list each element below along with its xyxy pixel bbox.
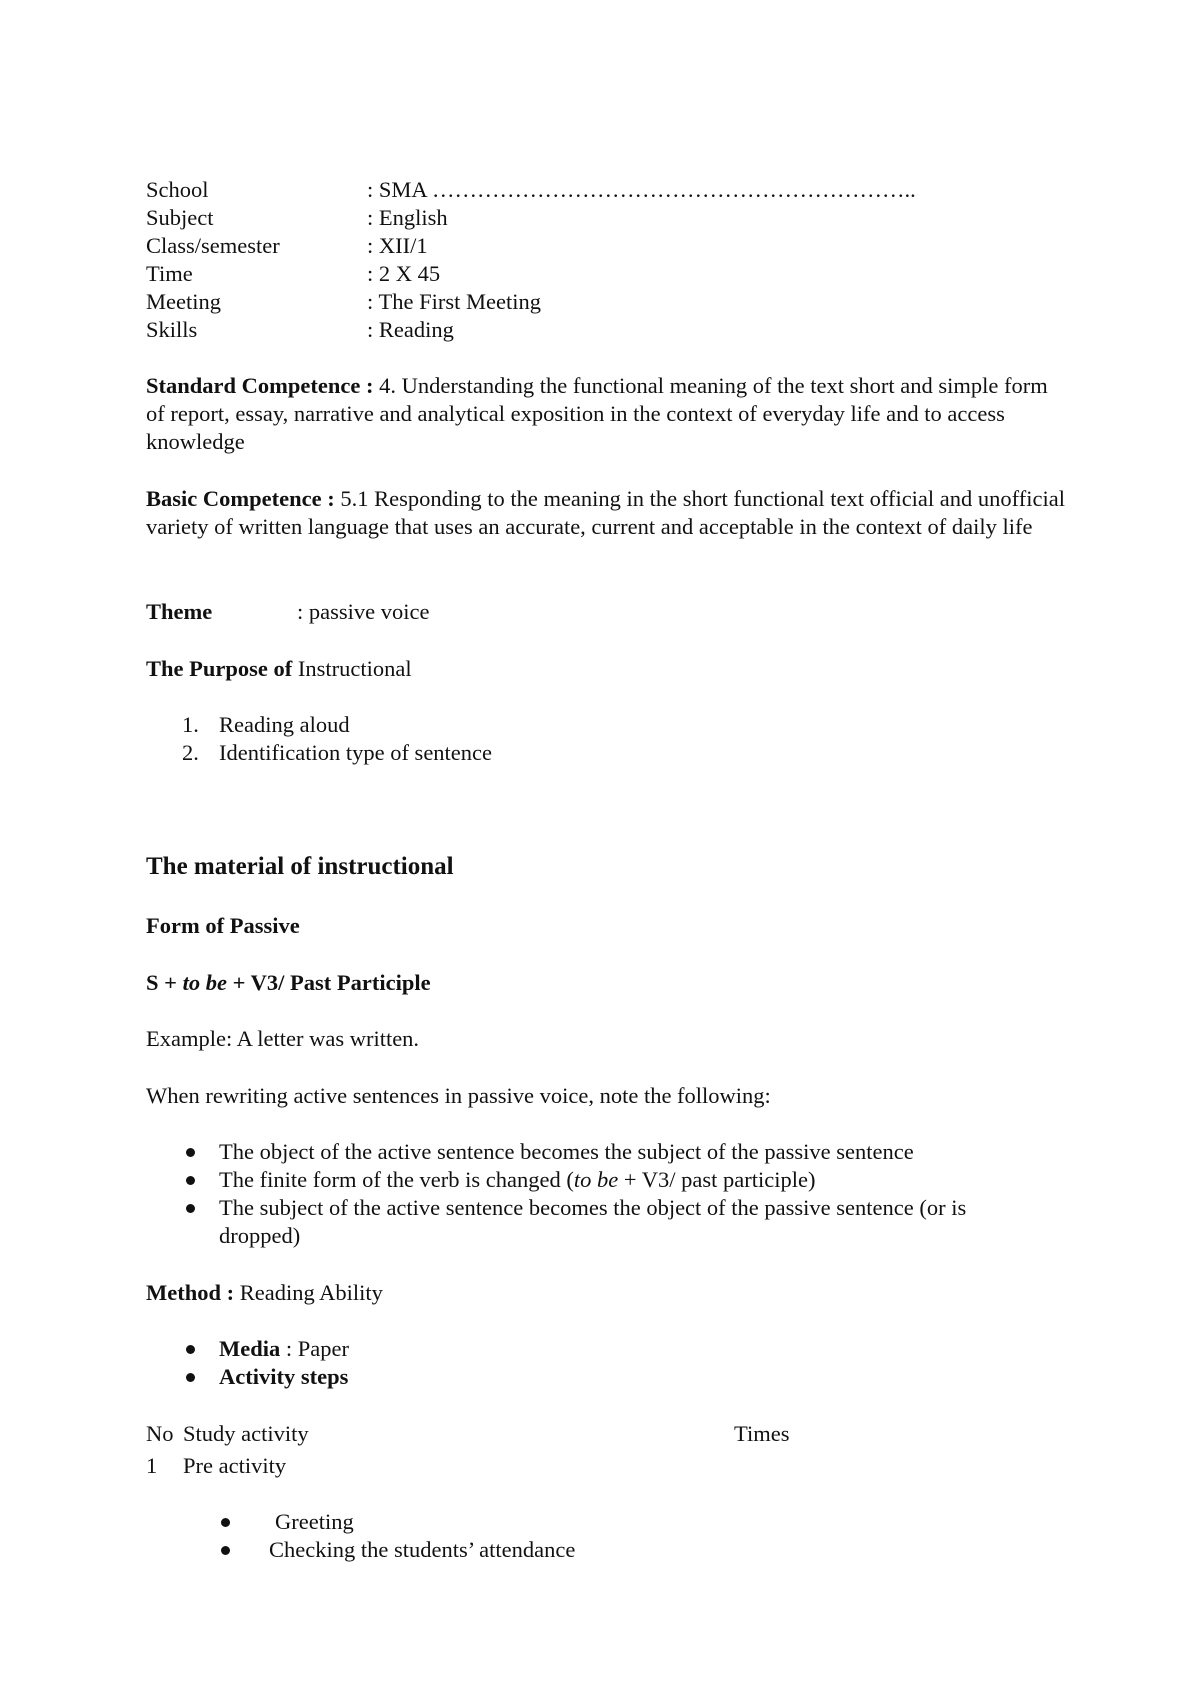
method-line xyxy=(146,1279,383,1307)
passive-rule-3-line1: The subject of the active sentence becomes the object of the passive sentence (or is xyxy=(219,1195,967,1220)
bullet-icon xyxy=(221,1518,230,1527)
class-label: Class/semester xyxy=(146,233,280,258)
pre-activity-item: Greeting xyxy=(275,1509,354,1534)
formula-part-a: S + xyxy=(146,970,183,995)
passive-rule-2-italic: to be xyxy=(573,1167,619,1192)
example-text: Example: A letter was written. xyxy=(146,1026,420,1051)
col-no-header: No xyxy=(146,1421,174,1446)
media-label: Media xyxy=(219,1336,281,1361)
bullet-icon xyxy=(186,1204,195,1213)
basic-competence-text: 5.1 Responding to the meaning in the short functional text official and unofficial variety of written language that uses an accurate, current and acceptable in the context of daily life xyxy=(146,486,1065,539)
class-value: : XII/1 xyxy=(367,233,428,258)
method-value: Reading Ability xyxy=(239,1280,383,1305)
passive-rule-2-pre: The finite form of the verb is changed ( xyxy=(219,1167,574,1192)
skills-value: : Reading xyxy=(367,317,454,342)
purpose-item-num: 2. xyxy=(182,740,199,765)
bullet-icon xyxy=(186,1373,195,1382)
bullet-icon xyxy=(221,1546,230,1555)
standard-competence xyxy=(146,372,1066,456)
bullet-icon xyxy=(186,1176,195,1185)
passive-rule-3-line2: dropped) xyxy=(219,1223,301,1248)
school-label: School xyxy=(146,177,209,202)
bullet-icon xyxy=(186,1148,195,1157)
form-of-passive-heading: Form of Passive xyxy=(146,913,300,938)
formula-part-c: + V3/ Past Participle xyxy=(226,970,431,995)
formula-part-b: to be xyxy=(182,970,227,995)
theme-value: : passive voice xyxy=(297,599,430,624)
theme-label: Theme xyxy=(146,599,213,624)
media-value: : Paper xyxy=(285,1336,349,1361)
school-value: : SMA ……………………………………………………….. xyxy=(367,177,916,202)
basic-competence-label: Basic Competence : xyxy=(146,486,335,511)
activity-steps-label: Activity steps xyxy=(219,1364,349,1389)
standard-competence-label: Standard Competence : xyxy=(146,373,374,398)
rewrite-intro: When rewriting active sentences in passive voice, note the following: xyxy=(146,1083,771,1108)
time-value: : 2 X 45 xyxy=(367,261,441,286)
purpose-heading xyxy=(146,655,412,683)
row1-no: 1 xyxy=(146,1453,158,1478)
subject-value: : English xyxy=(367,205,448,230)
purpose-rest: Instructional xyxy=(297,656,412,681)
skills-label: Skills xyxy=(146,317,198,342)
row1-activity: Pre activity xyxy=(183,1453,287,1478)
pre-activity-item: Checking the students’ attendance xyxy=(269,1537,576,1562)
purpose-item: Reading aloud xyxy=(219,712,350,737)
time-label: Time xyxy=(146,261,193,286)
material-heading: The material of instructional xyxy=(146,853,454,880)
passive-rule-1: The object of the active sentence becomes the subject of the passive sentence xyxy=(219,1139,914,1164)
col-times-header: Times xyxy=(734,1421,790,1446)
method-label: Method : xyxy=(146,1280,235,1305)
basic-competence xyxy=(146,485,1066,541)
bullet-icon xyxy=(186,1345,195,1354)
meeting-value: : The First Meeting xyxy=(367,289,541,314)
subject-label: Subject xyxy=(146,205,214,230)
col-activity-header: Study activity xyxy=(183,1421,309,1446)
media-line xyxy=(219,1335,349,1363)
purpose-label: The Purpose of xyxy=(146,656,293,681)
standard-competence-text: 4. Understanding the functional meaning of the text short and simple form of report, essay, narrative and analytical exposition in the context of everyday life and to access knowledge xyxy=(146,373,1048,454)
passive-formula xyxy=(146,969,431,997)
purpose-item-num: 1. xyxy=(182,712,199,737)
purpose-item: Identification type of sentence xyxy=(219,740,493,765)
meeting-label: Meeting xyxy=(146,289,221,314)
passive-rule-2-post: + V3/ past participle) xyxy=(618,1167,816,1192)
passive-rule-2 xyxy=(219,1166,815,1194)
